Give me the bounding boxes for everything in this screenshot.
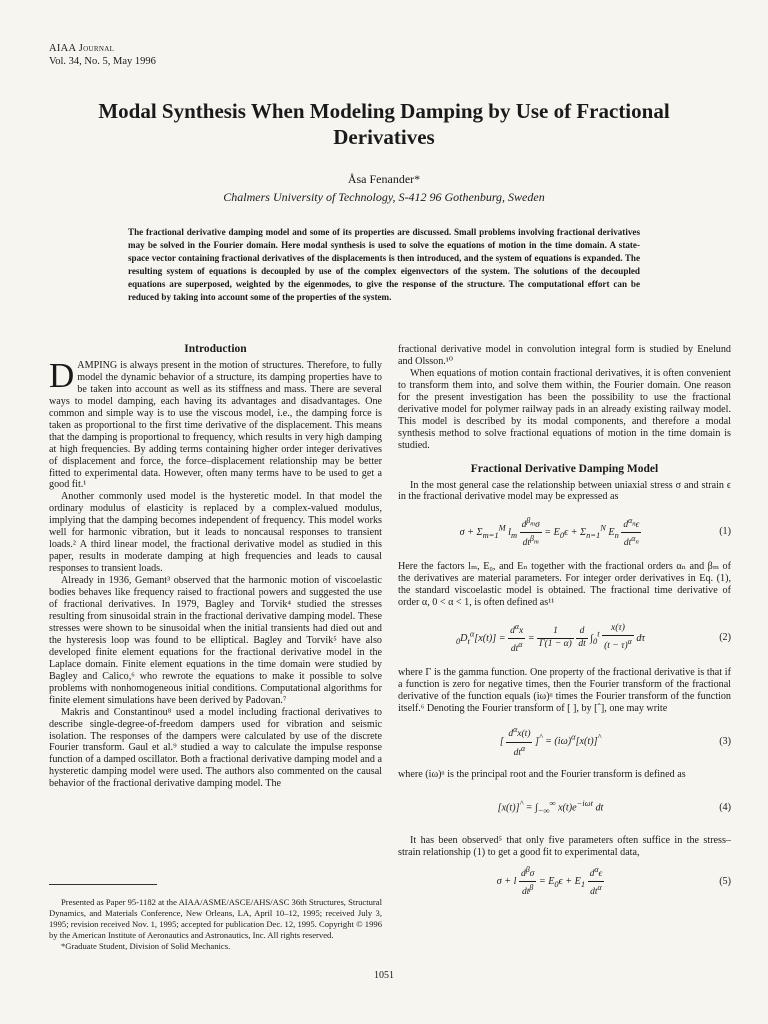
fdm-paragraph-4: where (iω)ᵅ is the principal root and the Fourier transform is defined as [398,769,686,781]
equation-1-number: (1) [719,526,731,538]
intro-paragraph-1-text: AMPING is always present in the motion of structures. Therefore, to fully model the dynamic behavior of a structure, its damping properties have to be taken into account as well as its stiffness and mass. There are several ways to model damping, each having its advantages and disadvantages. One common and simple way is to use the viscous model, i.e., the damping force is taken as proportional to the first time derivative of the displacement. This means that the damping is proportional to frequency, which results in very high damping at high frequencies. By adding terms containing higher order integer derivatives of displacement and force, the force–displacement relationship may be better fitted to experimental data. However, often many terms have to be used to get a good fit.¹ [49,359,382,491]
page-number: 1051 [374,970,394,981]
equation-4-body: $[x(t)]^{\^{}} = \int_{-\infty}^\infty$ $x(t)e^{-i\omega t}$ dt [497,798,604,816]
author-name: Åsa Fenander* [347,172,421,186]
fdm-paragraph-1: In the most general case the relationship between uniaxial stress σ and strain ϵ in the fractional derivative model may be expressed as [398,479,731,503]
equation-2-number: (2) [719,632,731,644]
intro-paragraph-6: When equations of motion contain fractional derivatives, it is often convenient to transform them into, and solve them within, the Fourier domain. One reason for the present investigation has been the possibility to use the fractional derivative model for polymer railway pads in an already existing railway model. This model is described by its modal components, and therefore a modal synthesis method to solve fractional equations of motion in the time domain is studied. [398,367,731,451]
intro-paragraph-5: fractional derivative model in convolution integral form is studied by Enelund and Olsson.¹⁰ [398,344,731,367]
equation-1-body: $\sigma + \Sigma_{m=1}^M$ $l_m$ $\frac{d^{\beta_m}\sigma}{dt^{\beta_m}}$ = $E_0\epsilon + \Sigma_{n=1}^N$ $E_n$ $\frac{d^{\alpha_n}\epsilon}{dt^{\alpha_n}}$ [459,515,640,549]
intro-paragraph-4: Makris and Constantinou⁸ used a model including fractional derivatives to describe single-degree-of-freedom dampers used for vibration and seismic isolation. The responses of the dampers were calculated by use of the discrete Fourier transform. Gaul et al.⁹ studied a way to calculate the impulse response function of a damped oscillator. Both a fractional derivative damping model and a hysteretic damping model were used. The authors also commented on the causal behavior of the fractional derivative damping model. The [49,706,382,790]
fdm-paragraph-3: where Γ is the gamma function. One property of the fractional derivative is that if a function is zero for negative times, then the Fourier transform of the fractional derivative of the function equals (iω)ᵅ times the Fourier transform of the function itself.⁶ Denoting the Fourier transform of [ ], by [ˆ], one may write [398,667,731,715]
equation-5 [398,865,731,898]
equation-3 [398,724,731,760]
equation-2-body: $_0D_t^\alpha[x(t)]$ = $\frac{d^\alpha x}{dt^\alpha}$ = $\frac{1}{\Gamma(1 - \alpha)}$ $\frac{d}{dt}$ $\int_0^t$ $\frac{x(\tau)}{(t - \tau)^\alpha}$ dτ [455,621,646,654]
equation-2 [398,618,731,658]
footnote-rule [49,884,157,885]
footnote-paragraph-1: Presented as Paper 95-1182 at the AIAA/ASME/ASCE/AHS/ASC 36th Structures, Structural Dynamics, and Materials Conference, New Orleans, LA, April 10–12, 1995; received July 3, 1995; revision received Nov. 1, 1995; accepted for publication Dec. 12, 1995. Copyright © 1996 by the American Institute of Aeronautics and Astronautics, Inc. All rights reserved. [49,897,382,941]
journal-name: AIAA Journal [49,43,115,54]
drop-cap: D [49,355,75,395]
intro-paragraph-1 [49,355,382,491]
abstract: The fractional derivative damping model and some of its properties are discussed. Small problems involving fractional derivatives may be solved in the Fourier domain. Here modal synthesis is used to solve the equations of motion in the time domain. A state-space vector containing fractional derivatives of the displacements is then introduced, and the system of equations is expanded. The resulting system of equations is decoupled by use of the complex eigenvectors of the system. The solutions of the decoupled equations are superposed, weighted by the eigenmodes, to give the response of the structure. The computational effort can be reduced by taking into account some of the properties of the system. [128,227,640,302]
paper-title: Modal Synthesis When Modeling Damping by Use of Fractional Derivatives [98,99,670,149]
fdm-heading: Fractional Derivative Damping Model [470,462,659,475]
footnote-paragraph-2: *Graduate Student, Division of Solid Mechanics. [61,941,231,952]
equation-5-body: σ + l $\frac{d^\beta\sigma}{dt^\beta}$ = $E_0\epsilon + E_1$ $\frac{d^\alpha\epsilon}{dt^\alpha}$ [496,865,603,898]
author-affiliation: Chalmers University of Technology, S-412 96 Gothenburg, Sweden [223,190,545,204]
equation-3-body: [ $\frac{d^\alpha x(t)}{dt^\alpha}$ ]$^{\^{}} = (i\omega)^\alpha[x(t)]^{\^{}}$ [499,725,602,758]
equation-1 [398,512,731,552]
fdm-paragraph-2: Here the factors lₘ, E₀, and Eₙ together with the fractional orders αₙ and βₘ of the derivatives are material parameters. For integer order derivatives in Eq. (1), the standard viscoelastic model is obtained. The fractional time derivative of order α, 0 < α < 1, is often defined as¹¹ [398,561,731,609]
equation-3-number: (3) [719,736,731,748]
intro-heading: Introduction [184,343,247,355]
equation-4-number: (4) [719,802,731,814]
intro-paragraph-3: Already in 1936, Gemant³ observed that the harmonic motion of viscoelastic bodies behaves like frequency raised to fractional powers and suggested the use of fractional derivatives. In 1979, Bagley and Torvik⁴ studied the stresses resulting from sinusoidal strain in the fractional derivative damping model. These stresses were shown to be sinusoidal when the initial transients had died out and the hysteresis loop was found to be elliptical. Bagley and Torvik⁵ have also developed finite element equations for the fractional derivative model in the Laplace domain. Finite element equations in the time domain were studied by Bagley and Calico,⁶ who rewrote the equations to make it possible to solve problems with nonhomogeneous initial conditions. Computational algorithms for finite element simulations have been derived by Padovan.⁷ [49,575,382,706]
fdm-paragraph-5: It has been observed⁵ that only five parameters often suffice in the stress–strain relationship (1) to get a good fit to experimental data, [398,835,731,858]
left-column [49,344,382,790]
equation-4 [398,790,731,826]
footnote [49,897,382,952]
intro-paragraph-2: Another commonly used model is the hysteretic model. In that model the ordinary modulus of elasticity is replaced by a complex-valued modulus, implying that the damping becomes independent of frequency. This model works well for harmonic vibration, but it leads to noncausal responses to transient loads.² A third linear model, the fractional derivative model as studied in this paper, results in moderate damping at high frequencies and leads to causal responses to transient loads. [49,491,382,575]
right-column [398,344,731,905]
equation-5-number: (5) [719,875,731,887]
journal-volume: Vol. 34, No. 5, May 1996 [49,56,156,67]
journal-header [49,42,156,68]
